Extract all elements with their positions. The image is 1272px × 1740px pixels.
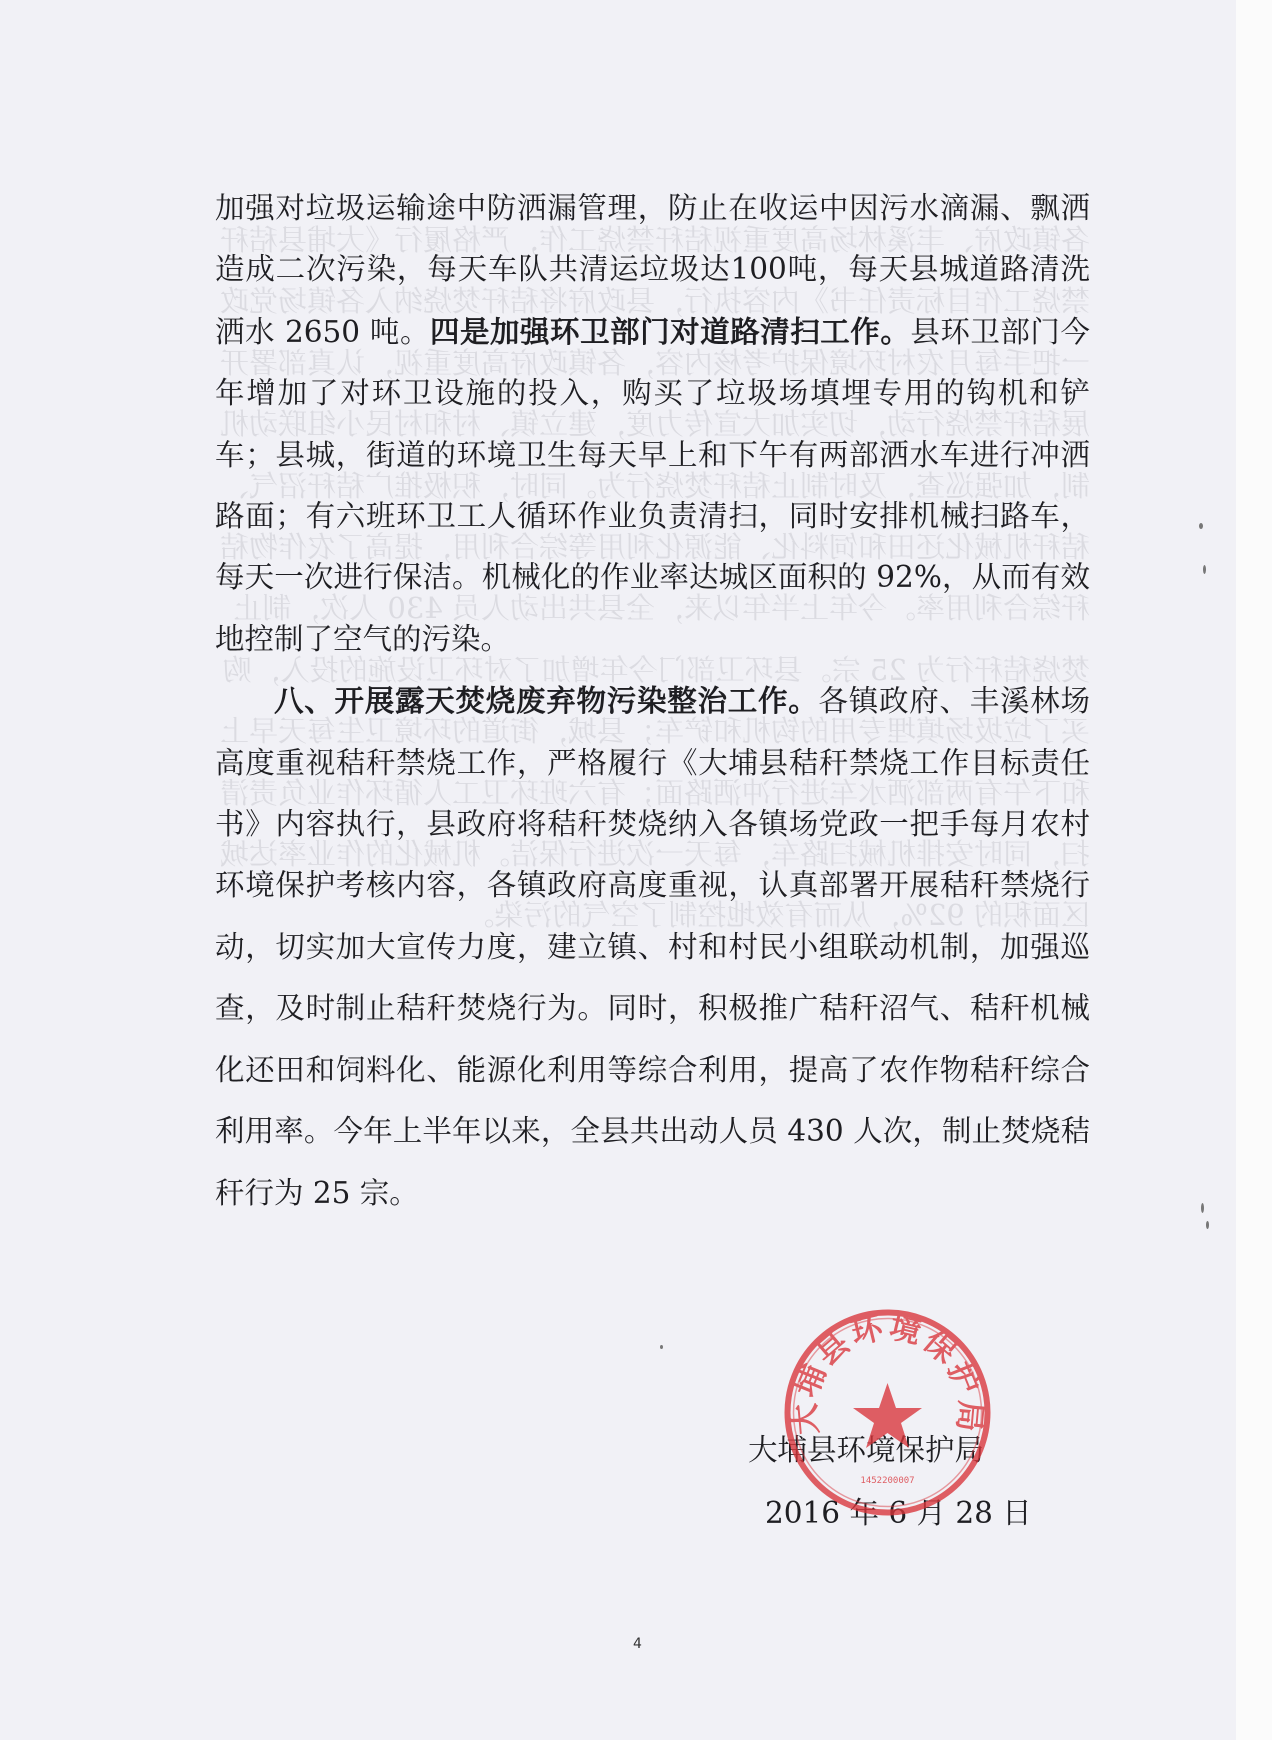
- svg-text:大埔县环境保护局: 大埔县环境保护局: [786, 1309, 989, 1437]
- official-seal-stamp: [780, 1305, 995, 1520]
- page-number: 4: [633, 1636, 642, 1652]
- reverse-side-bleed: 各镇政府、丰溪林场高度重视秸秆禁烧工作，严格履行《大埔县秸秆禁烧工作目标责任书》内容执行，县政府将秸秆焚烧纳入各镇场党政一把手每月农村环境保护考核内容，各镇政府高度重视，认真部署开展秸秆禁烧行动，切实加大宣传力度，建立镇、村和村民小组联动机制，加强巡查，及时制止秸秆焚烧行为。同时，积极推广秸秆沼气、秸秆机械化还田和饲料化、能源化利用等综合利用，提高了农作物秸秆综合利用率。今年上半年以来，全县共出动人员 430 人次，制止焚烧秸秆行为 25 宗。县环卫部门今年增加了对环卫设施的投入，购买了垃圾场填埋专用的钩机和铲车；县城，街道的环境卫生每天早上和下午有两部洒水车进行冲洒路面；有六班环卫工人循环作业负责清扫，同时安排机械扫路车，每天一次进行保洁。机械化的作业率达城区面积的 92%，从而有效地控制了空气的污染。: [219, 223, 1090, 933]
- paper-speck: [1199, 523, 1203, 529]
- svg-text:1452200007: 1452200007: [860, 1476, 915, 1486]
- paper-speck: [660, 1345, 663, 1349]
- document-body: [215, 178, 1090, 1224]
- paper-speck: [1203, 565, 1206, 574]
- section-heading-eight: 八、开展露天焚烧废弃物污染整治工作。: [274, 683, 819, 719]
- paragraph-text: 县环卫部门今年增加了对环卫设施的投入，购买了垃圾场填埋专用的钩机和铲车；县城，街道的环境卫生每天早上和下午有两部洒水车进行冲洒路面；有六班环卫工人循环作业负责清扫，同时安排机械扫路车，每天一次进行保洁。机械化的作业率达城区面积的 92%，从而有效地控制了空气的污染。: [215, 314, 1090, 656]
- paragraph-text: 各镇政府、丰溪林场高度重视秸秆禁烧工作，严格履行《大埔县秸秆禁烧工作目标责任书》内容执行，县政府将秸秆焚烧纳入各镇场党政一把手每月农村环境保护考核内容，各镇政府高度重视，认真部署开展秸秆禁烧行动，切实加大宣传力度，建立镇、村和村民小组联动机制，加强巡查，及时制止秸秆焚烧行为。同时，积极推广秸秆沼气、秸秆机械化还田和饲料化、能源化利用等综合利用，提高了农作物秸秆综合利用率。今年上半年以来，全县共出动人员 430 人次，制止焚烧秸秆行为 25 宗。: [215, 684, 1090, 1210]
- paper-speck: [1201, 1203, 1204, 1213]
- paragraph-roads-cleaning: [215, 178, 1090, 670]
- paragraph-straw-burning: [215, 670, 1090, 1224]
- scanner-margin: [1236, 0, 1272, 1740]
- paragraph-text: 加强对垃圾运输途中防洒漏管理，防止在收运中因污水滴漏、飘洒造成二次污染，每天车队共清运垃圾达100吨，每天县城道路清洗洒水 2650 吨。: [215, 191, 1090, 349]
- signature-date: 2016 年 6 月 28 日: [765, 1496, 1032, 1530]
- paper-speck: [1206, 1221, 1209, 1229]
- paragraph-heading-bold: 四是加强环卫部门对道路清扫工作。: [429, 313, 911, 349]
- signature-organization: 大埔县环境保护局: [748, 1433, 985, 1467]
